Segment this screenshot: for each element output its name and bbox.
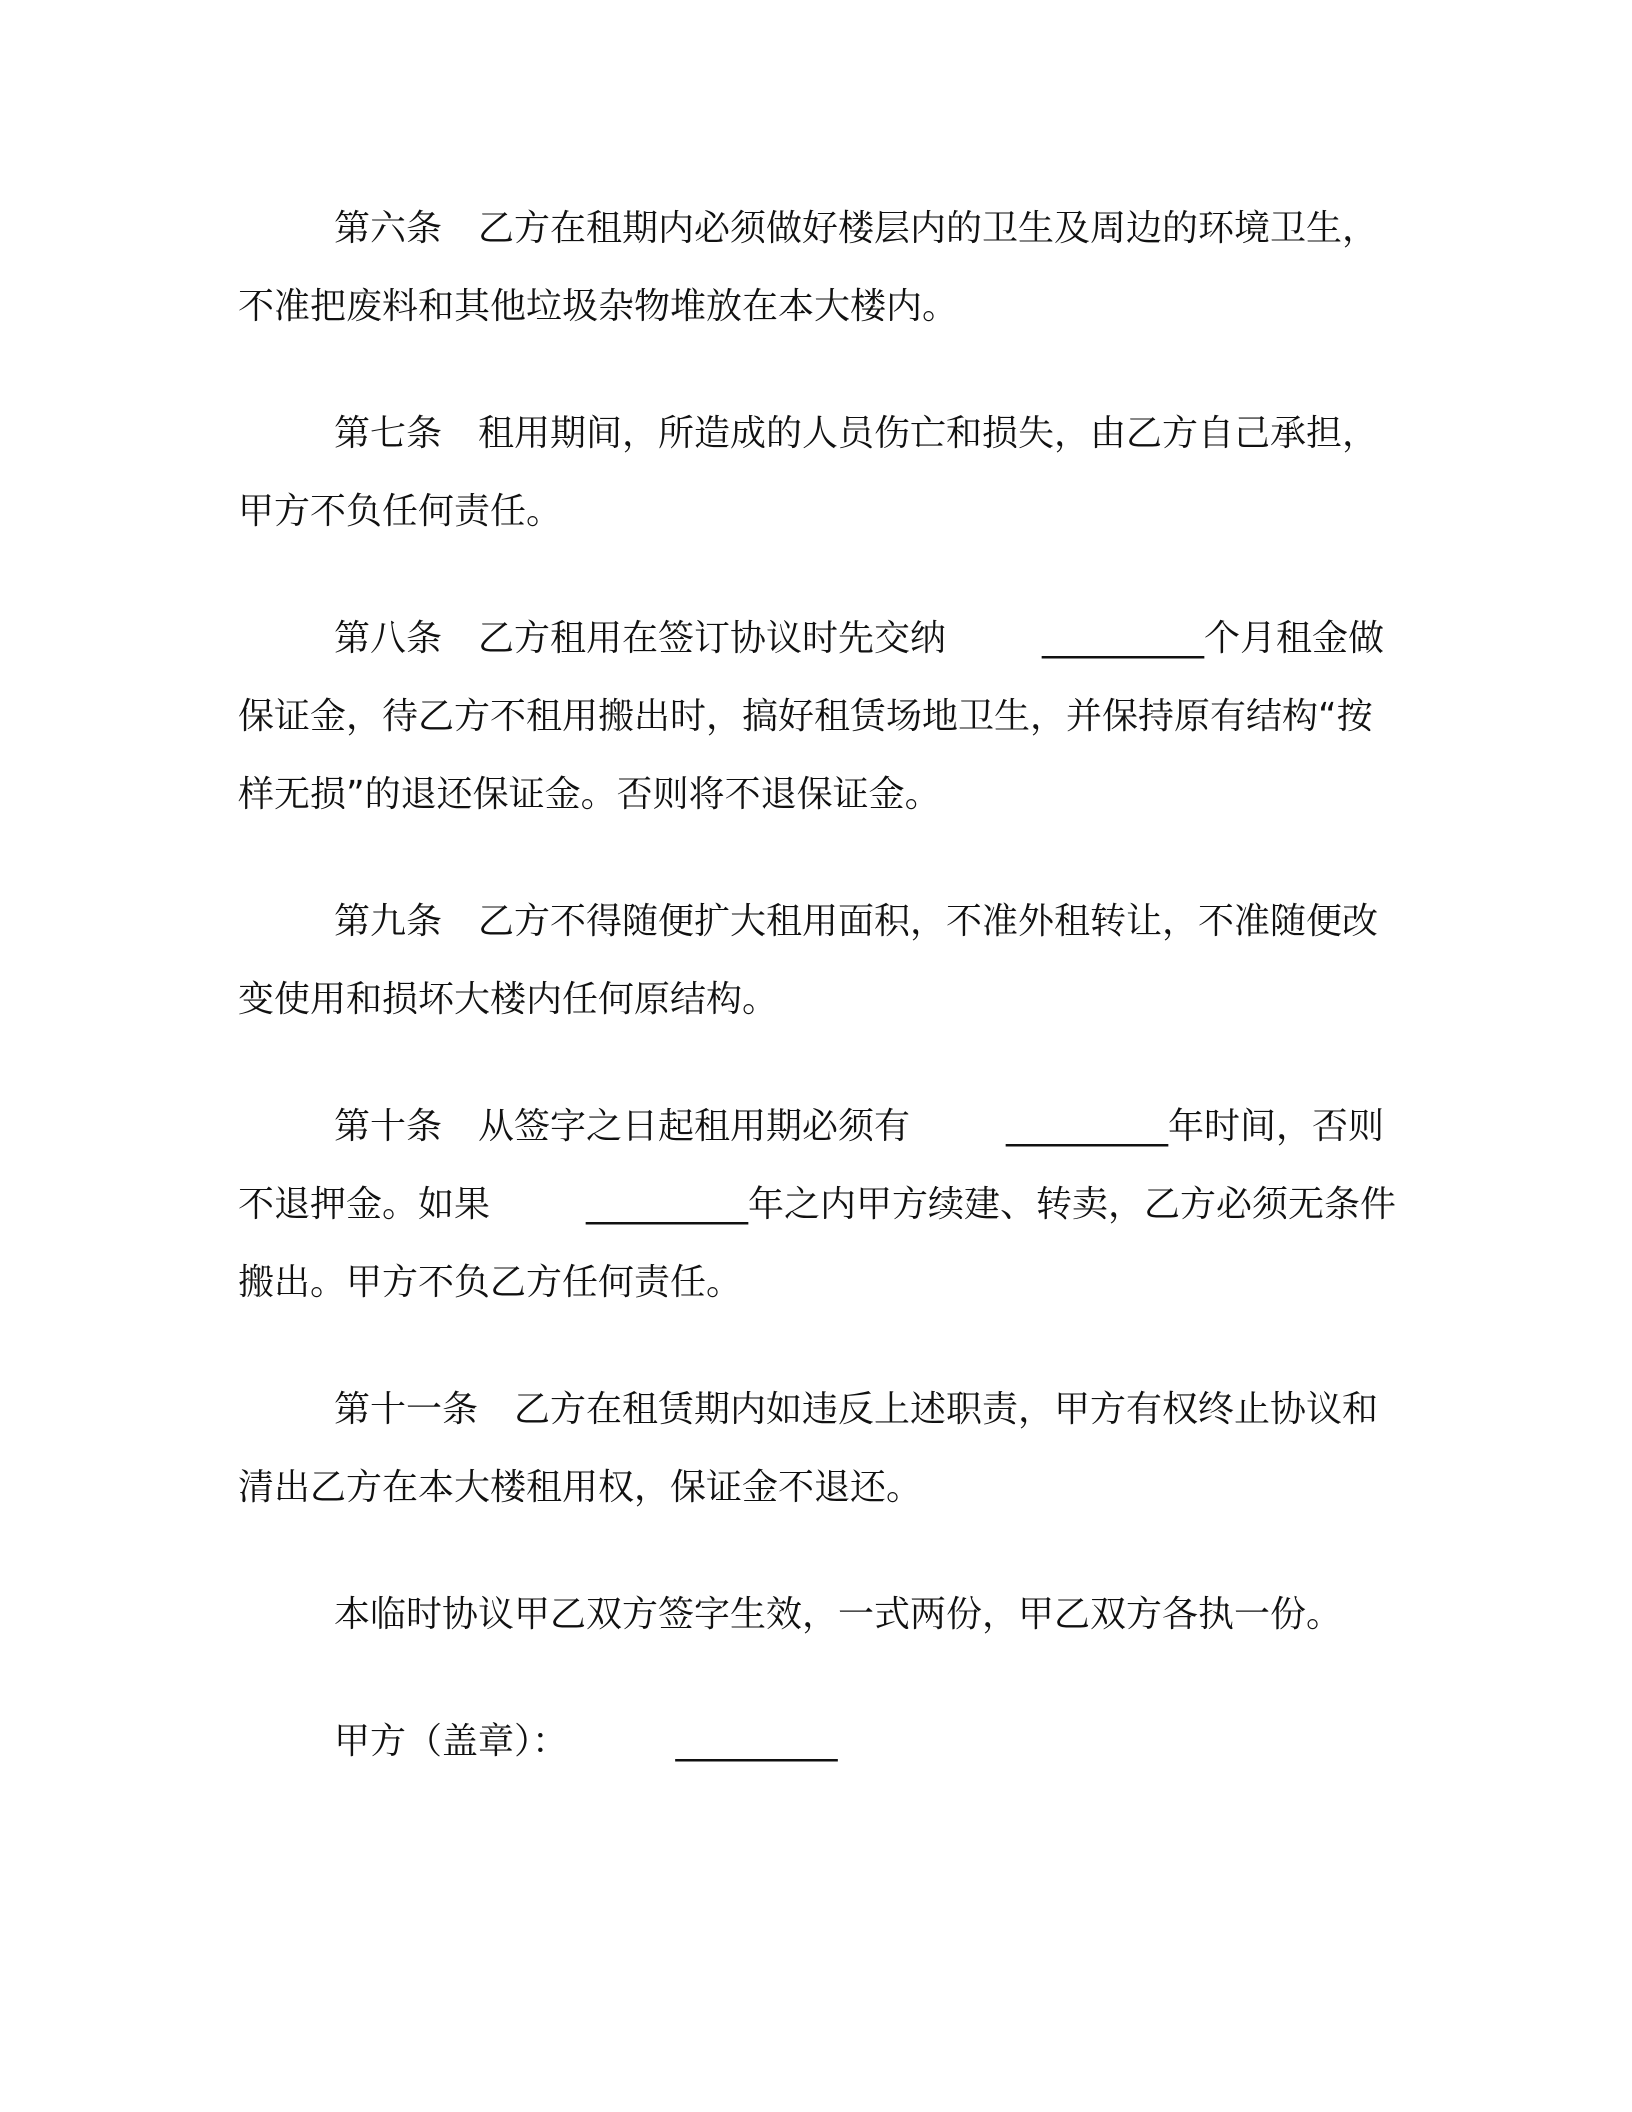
signature-label: 甲方（盖章）： (334, 1721, 569, 1762)
party-a-signature (238, 1703, 1408, 1781)
article-text: 个月租金做保证金，待乙方不租用搬出时，搞好租赁场地卫生，并保持原有结构“按样无损”的退还保证金。否则将不退保证金。 (238, 618, 1385, 815)
article-number: 第九条 (334, 901, 443, 942)
article-6 (238, 190, 1408, 346)
closing-clause: 本临时协议甲乙双方签字生效，一式两份，甲乙双方各执一份。 (334, 1594, 1343, 1635)
signature-blank: _________ (675, 1721, 838, 1762)
article-7 (238, 395, 1408, 551)
article-text: 乙方不得随便扩大租用面积，不准外租转让，不准随便改变使用和损坏大楼内任何原结构。 (238, 901, 1379, 1020)
article-text: 租用期间，所造成的人员伤亡和损失，由乙方自己承担，甲方不负任何责任。 (238, 413, 1379, 532)
article-text: 年时间，否则不退押金。如果 (238, 1106, 1385, 1225)
article-text: 乙方租用在签订协议时先交纳 (478, 618, 947, 659)
blank-deposit-months: _________ (1042, 618, 1205, 659)
article-number: 第八条 (334, 618, 443, 659)
article-10 (238, 1088, 1408, 1322)
article-11 (238, 1371, 1408, 1527)
article-number: 第十条 (334, 1106, 443, 1147)
article-text: 年之内甲方续建、转卖，乙方必须无条件搬出。甲方不负乙方任何责任。 (238, 1184, 1397, 1303)
article-number: 第十一条 (334, 1389, 479, 1430)
article-9 (238, 883, 1408, 1039)
article-text: 乙方在租赁期内如违反上述职责，甲方有权终止协议和清出乙方在本大楼租用权，保证金不退还。 (238, 1389, 1379, 1508)
blank-lease-years: _________ (1006, 1106, 1169, 1147)
article-text: 乙方在租期内必须做好楼层内的卫生及周边的环境卫生，不准把废料和其他垃圾杂物堆放在本大楼内。 (238, 208, 1379, 327)
article-number: 第七条 (334, 413, 443, 454)
article-text: 从签字之日起租用期必须有 (478, 1106, 911, 1147)
article-number: 第六条 (334, 208, 443, 249)
article-8 (238, 600, 1408, 834)
blank-resale-years: _________ (586, 1184, 749, 1225)
document-content (238, 190, 1408, 1781)
